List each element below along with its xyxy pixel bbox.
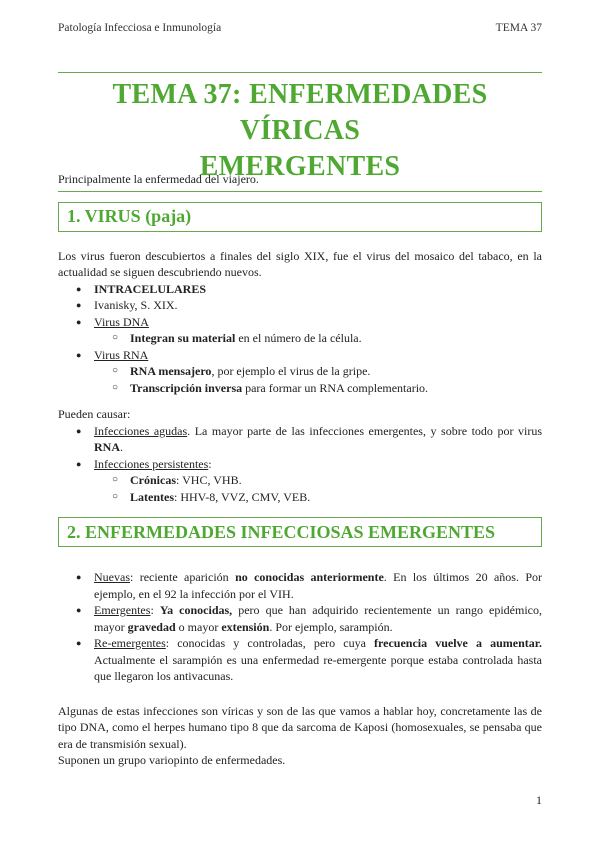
text: : VHC, VHB. xyxy=(176,473,242,487)
emerging-list xyxy=(76,569,542,685)
bold-text: Crónicas xyxy=(130,473,176,487)
text: Actualmente el sarampión es una enfermedad re-emergente porque estaba controlada hasta que llegaron los antivacunas. xyxy=(94,652,542,683)
causes-intro: Pueden causar: xyxy=(58,407,131,421)
document-body xyxy=(58,171,542,769)
header-course: Patología Infecciosa e Inmunología xyxy=(58,22,222,34)
sub-list xyxy=(112,330,542,347)
list-item-text: INTRACELULARES xyxy=(94,281,207,296)
list-item xyxy=(76,423,542,456)
list-item xyxy=(76,569,542,602)
sub-list-item xyxy=(112,489,542,506)
text: . La mayor parte de las infecciones emergentes, y sobre todo por virus xyxy=(187,423,542,438)
text: . xyxy=(120,440,123,454)
bold-text: Transcripción inversa xyxy=(130,380,243,395)
underlined-text: Nuevas xyxy=(94,570,130,584)
text: o mayor xyxy=(175,619,222,634)
section-2-heading xyxy=(58,517,542,547)
bold-text: Integran su material xyxy=(130,331,236,345)
list-item xyxy=(76,281,542,298)
underlined-text: Infecciones persistentes xyxy=(94,456,209,471)
intro-text: Principalmente la enfermedad del viajero. xyxy=(58,172,259,186)
underlined-text: Emergentes xyxy=(94,603,151,617)
virus-list xyxy=(76,281,542,397)
text: pero que han adquirido recientemente un rango epidémico, mayor xyxy=(94,603,542,634)
text: : conocidas y controladas, pero cuya xyxy=(165,636,375,650)
sub-list xyxy=(112,363,542,396)
causes-list xyxy=(76,423,542,506)
sub-list xyxy=(112,472,542,505)
text: : xyxy=(208,456,212,471)
section-1-title: 1. VIRUS (paja) xyxy=(67,206,192,227)
bold-text: Ya conocidas, xyxy=(159,603,233,617)
sub-list-item xyxy=(112,380,542,397)
title-line-1: TEMA 37: ENFERMEDADES VÍRICAS xyxy=(112,79,488,146)
text: para formar un RNA complementario. xyxy=(242,380,429,395)
list-item xyxy=(76,314,542,347)
bold-text: extensión xyxy=(221,619,270,634)
sub-list-item xyxy=(112,472,542,489)
header-topic: TEMA 37 xyxy=(495,22,542,34)
section-2-paragraph-2: Suponen un grupo variopinto de enfermedades. xyxy=(58,753,286,767)
list-item xyxy=(76,635,542,685)
text: en el número de la célula. xyxy=(235,331,362,345)
bold-text: gravedad xyxy=(127,619,176,634)
title-line-2: EMERGENTES xyxy=(199,151,401,182)
sub-list-item xyxy=(112,330,542,347)
sub-list-item xyxy=(112,363,542,380)
underlined-text: Infecciones agudas xyxy=(94,423,188,438)
list-item xyxy=(76,456,542,506)
text: : reciente aparición xyxy=(130,570,236,584)
text: : HHV-8, VVZ, CMV, VEB. xyxy=(174,489,311,504)
page-header xyxy=(58,22,542,38)
bold-text: no conocidas anteriormente xyxy=(235,570,384,584)
section-2-title: 2. ENFERMEDADES INFECCIOSAS EMERGENTES xyxy=(67,521,496,542)
text: . Por ejemplo, sarampión. xyxy=(269,619,393,634)
bold-text: RNA mensajero xyxy=(130,364,212,378)
bold-text: frecuencia vuelve a aumentar. xyxy=(374,636,542,650)
text: , por ejemplo el virus de la gripe. xyxy=(211,364,371,378)
text: . En los últimos 20 años. Por ejemplo, en el 92 la infección por el VIH. xyxy=(94,570,542,601)
bold-text: RNA xyxy=(94,440,120,454)
list-item-text: Virus DNA xyxy=(94,314,149,329)
list-item xyxy=(76,297,542,314)
underlined-text: Re-emergentes xyxy=(94,636,166,650)
section-1-heading xyxy=(58,202,542,232)
list-item-text: Ivanisky, S. XIX. xyxy=(94,298,178,312)
list-item-text: Virus RNA xyxy=(94,347,149,362)
bold-text: Latentes xyxy=(130,489,174,504)
section-1-paragraph: Los virus fueron descubiertos a finales del siglo XIX, fue el virus del mosaico del tabaco, en la actualidad se siguen descubriendo nuevos. xyxy=(58,248,542,279)
list-item xyxy=(76,602,542,635)
page-number: 1 xyxy=(536,793,542,807)
list-item xyxy=(76,347,542,397)
section-2-paragraph-1: Algunas de estas infecciones son víricas y son de las que vamos a hablar hoy, concretamente las de tipo DNA, como el herpes humano tipo 8 que da sarcoma de Kaposi (homosexuales, se pensaba que era de transmisión sexual). xyxy=(58,703,542,751)
text: : xyxy=(150,603,160,617)
